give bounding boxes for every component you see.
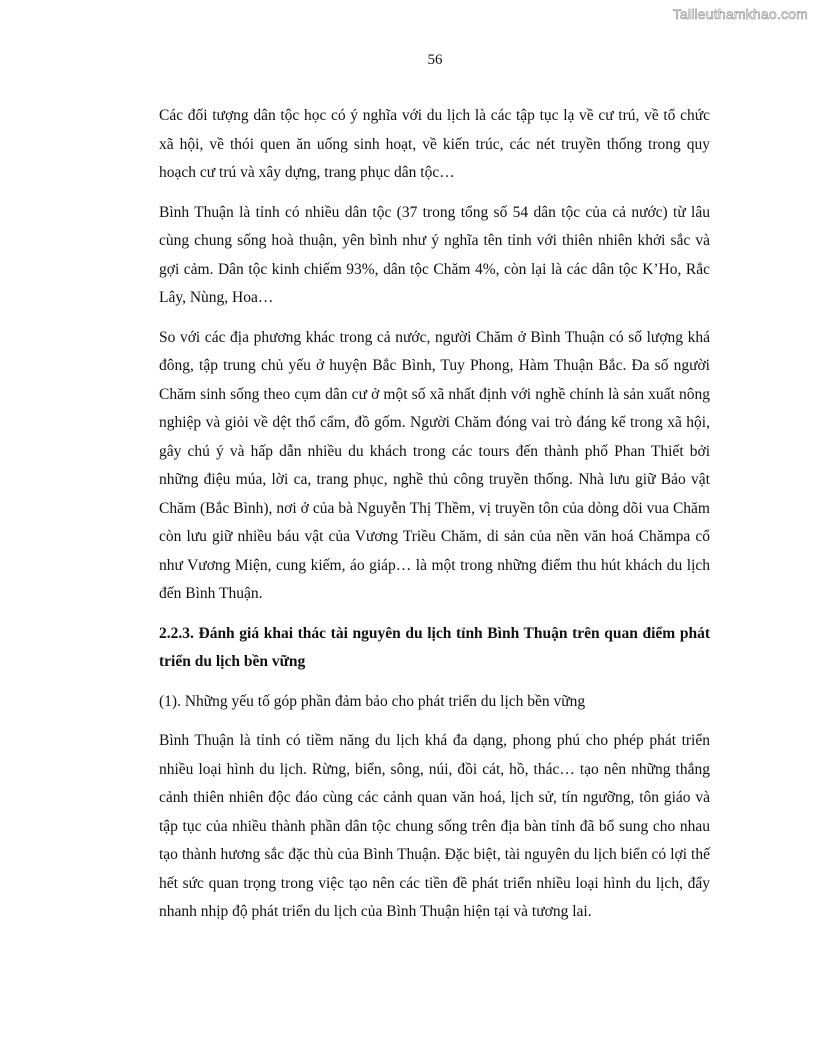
paragraph-cham-people: So với các địa phương khác trong cả nước, người Chăm ở Bình Thuận có số lượng khá đông, tập trung chủ yếu ở huyện Bắc Bình, Tuy Phong, Hàm Thuận Bắc. Đa số người Chăm sinh sống theo cụm dân cư ở một số xã nhất định với nghề chính là sản xuất nông nghiệp và giỏi về dệt thổ cẩm, đồ gốm. Người Chăm đóng vai trò đáng kể trong xã hội, gây chú ý và hấp dẫn nhiều du khách trong các tours đến thành phố Phan Thiết bởi những điệu múa, lời ca, trang phục, nghề thủ công truyền thống. Nhà lưu giữ Bảo vật Chăm (Bắc Bình), nơi ở của bà Nguyễn Thị Thềm, vị truyền tôn của dòng dõi vua Chăm còn lưu giữ nhiều báu vật của Vương Triều Chăm, di sản của nền văn hoá Chămpa cổ như Vương Miện, cung kiếm, áo giáp… là một trong những điểm thu hút khách du lịch đến Bình Thuận. bbox=[159, 328, 710, 602]
section-heading: 2.2.3. Đánh giá khai thác tài nguyên du lịch tỉnh Bình Thuận trên quan điểm phát triển du lịch bền vững bbox=[159, 624, 710, 670]
page-number: 56 bbox=[427, 52, 443, 68]
paragraph-tourism-potential: Bình Thuận là tỉnh có tiềm năng du lịch khá đa dạng, phong phú cho phép phát triển nhiều loại hình du lịch. Rừng, biển, sông, núi, đồi cát, hồ, thác… tạo nên những thắng cảnh thiên nhiên độc đáo cùng các cảnh quan văn hoá, lịch sử, tín ngưỡng, tôn giáo và tập tục của nhiều thành phần dân tộc chung sống trên địa bàn tỉnh đã bổ sung cho nhau tạo thành hương sắc đặc thù của Bình Thuận. Đặc biệt, tài nguyên du lịch biển có lợi thế hết sức quan trọng trong việc tạo nên các tiền đề phát triển nhiều loại hình du lịch, đẩy nhanh nhịp độ phát triển du lịch của Bình Thuận hiện tại và tương lai. bbox=[159, 732, 710, 920]
paragraph-ethnography-objects: Các đối tượng dân tộc học có ý nghĩa với du lịch là các tập tục lạ về cư trú, về tổ chức xã hội, về thói quen ăn uống sinh hoạt, về kiến trúc, các nét truyền thống trong quy hoạch cư trú và xây dựng, trang phục dân tộc… bbox=[159, 107, 710, 181]
document-body bbox=[159, 102, 710, 938]
paragraph-binh-thuan-ethnic-groups: Bình Thuận là tỉnh có nhiều dân tộc (37 trong tổng số 54 dân tộc của cả nước) từ lâu cùng chung sống hoà thuận, yên bình như ý nghĩa tên tỉnh với thiên nhiên khởi sắc và gợi cảm. Dân tộc kinh chiếm 93%, dân tộc Chăm 4%, còn lại là các dân tộc K’Ho, Rắc Lây, Nùng, Hoa… bbox=[159, 203, 710, 306]
watermark: Tailieuthamkhao.com bbox=[672, 6, 808, 22]
subsection-title: (1). Những yếu tố góp phần đảm bảo cho phát triển du lịch bền vững bbox=[159, 692, 586, 710]
